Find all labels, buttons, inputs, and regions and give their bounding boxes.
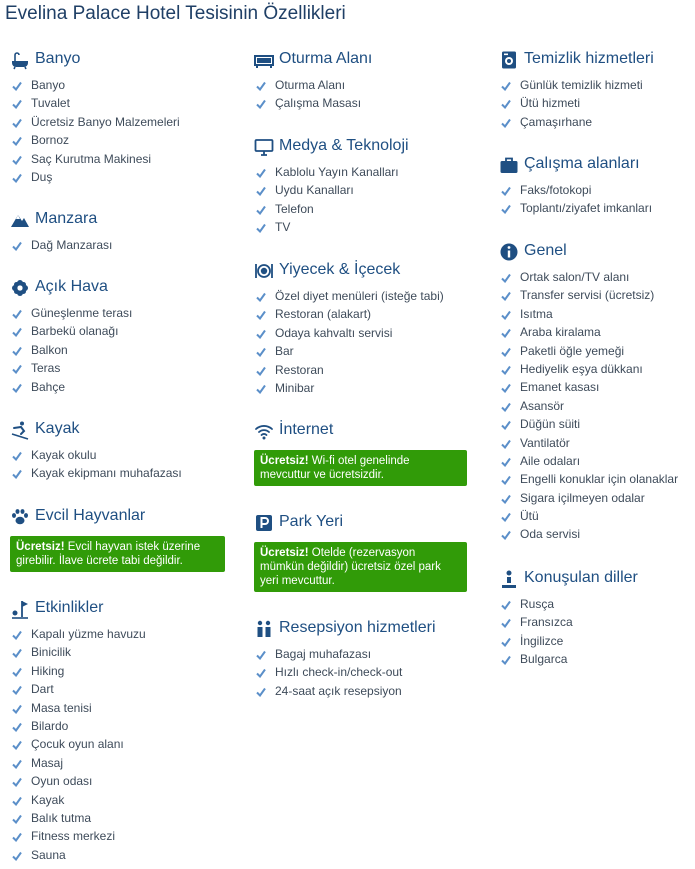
feature-item xyxy=(254,305,484,323)
feature-label: Barbekü olanağı xyxy=(31,324,119,339)
section-title: Yiyecek & İçecek xyxy=(279,261,401,278)
feature-item xyxy=(10,322,240,340)
feature-item xyxy=(10,341,240,359)
feature-item xyxy=(499,305,689,323)
feature-item xyxy=(499,286,689,304)
check-icon xyxy=(501,618,511,628)
activities-icon xyxy=(10,599,30,619)
check-icon xyxy=(12,667,22,677)
feature-label: Bahçe xyxy=(31,379,66,394)
skier-icon xyxy=(10,420,30,440)
section-title: Park Yeri xyxy=(279,513,344,530)
check-icon xyxy=(12,383,22,393)
feature-list xyxy=(10,236,240,254)
check-icon xyxy=(12,309,22,319)
feature-list xyxy=(10,625,240,864)
feature-label: Kayak okulu xyxy=(31,448,97,462)
feature-label: Sauna xyxy=(31,847,66,862)
check-icon xyxy=(256,205,266,215)
feature-label: Restoran (alakart) xyxy=(275,307,372,322)
section-header xyxy=(10,598,240,620)
feature-label: Hızlı check-in/check-out xyxy=(275,665,403,680)
feature-item xyxy=(10,464,240,482)
section-banyo xyxy=(10,49,240,186)
feature-label: Rusça xyxy=(520,597,555,611)
section-temizlik xyxy=(499,49,689,131)
feature-label: Saç Kurutma Makinesi xyxy=(31,151,152,166)
section-resepsiyon xyxy=(254,618,484,700)
feature-label: Ütü hizmeti xyxy=(520,96,581,111)
check-icon xyxy=(501,81,511,91)
section-title: Banyo xyxy=(35,50,81,67)
section-header xyxy=(10,277,240,299)
feature-list xyxy=(10,446,240,483)
section-title: Çalışma alanları xyxy=(524,155,640,172)
section-header xyxy=(254,136,484,158)
feature-item xyxy=(254,287,484,305)
check-icon xyxy=(12,136,22,146)
feature-label: Bulgarca xyxy=(520,652,568,667)
section-title: Oturma Alanı xyxy=(279,50,373,67)
feature-label: Kablolu Yayın Kanalları xyxy=(275,165,399,179)
section-header xyxy=(254,618,484,640)
check-icon xyxy=(501,420,511,430)
check-icon xyxy=(12,832,22,842)
check-icon xyxy=(12,777,22,787)
feature-item xyxy=(499,360,689,378)
feature-item xyxy=(10,662,240,680)
section-header xyxy=(254,260,484,282)
section-title: Genel xyxy=(524,242,567,259)
feature-item xyxy=(499,489,689,507)
check-icon xyxy=(256,81,266,91)
feature-label: Dağ Manzarası xyxy=(31,238,113,252)
section-header xyxy=(499,568,689,590)
feature-item xyxy=(254,324,484,342)
check-icon xyxy=(12,469,22,479)
feature-list xyxy=(499,268,689,544)
check-icon xyxy=(12,740,22,750)
feature-item xyxy=(10,378,240,396)
check-icon xyxy=(256,687,266,697)
section-internet xyxy=(254,420,484,486)
section-header xyxy=(10,209,240,231)
check-icon xyxy=(12,814,22,824)
check-icon xyxy=(12,173,22,183)
section-title: Konuşulan diller xyxy=(524,569,638,586)
feature-label: Isıtma xyxy=(520,306,553,321)
feature-label: Uydu Kanalları xyxy=(275,183,354,198)
section-header xyxy=(499,241,689,263)
feature-label: Toplantı/ziyafet imkanları xyxy=(520,201,653,216)
feature-item xyxy=(10,304,240,322)
check-icon xyxy=(12,364,22,374)
section-header xyxy=(10,419,240,441)
feature-item xyxy=(10,150,240,168)
language-icon xyxy=(499,569,519,589)
feature-label: İngilizce xyxy=(520,633,564,648)
free-label: Ücretsiz! xyxy=(16,541,65,553)
feature-list xyxy=(254,645,484,700)
feature-label: Telefon xyxy=(275,201,314,216)
sofa-icon xyxy=(254,50,274,70)
feature-label: Vantilatör xyxy=(520,435,570,450)
feature-item xyxy=(254,361,484,379)
free-label: Ücretsiz! xyxy=(260,547,309,559)
feature-item xyxy=(499,94,689,112)
check-icon xyxy=(12,759,22,769)
feature-label: Hediyelik eşya dükkanı xyxy=(520,361,643,376)
feature-item xyxy=(254,163,484,181)
feature-label: Oturma Alanı xyxy=(275,78,346,92)
feature-list xyxy=(10,76,240,186)
check-icon xyxy=(256,347,266,357)
section-medya xyxy=(254,136,484,237)
feature-item xyxy=(10,846,240,864)
section-title: Resepsiyon hizmetleri xyxy=(279,619,436,636)
feature-label: Hiking xyxy=(31,663,65,678)
section-title: İnternet xyxy=(279,421,334,438)
monitor-icon xyxy=(254,137,274,157)
section-header xyxy=(254,512,484,534)
feature-label: Bagaj muhafazası xyxy=(275,647,372,661)
check-icon xyxy=(12,685,22,695)
section-header xyxy=(499,154,689,176)
feature-item xyxy=(254,379,484,397)
section-header xyxy=(10,49,240,71)
check-icon xyxy=(501,365,511,375)
feature-item xyxy=(499,595,689,613)
feature-item xyxy=(254,218,484,236)
check-icon xyxy=(501,99,511,109)
check-icon xyxy=(501,457,511,467)
feature-label: Paketli öğle yemeği xyxy=(520,343,625,358)
section-yiyecek xyxy=(254,260,484,397)
check-icon xyxy=(256,292,266,302)
notice-text: Evcil hayvan istek üzerine girebilir. İlave ücrete tabi değildir. xyxy=(16,541,201,567)
notice-text: Wi-fi otel genelinde mevcuttur ve ücretsizdir. xyxy=(260,455,410,481)
check-icon xyxy=(12,704,22,714)
check-icon xyxy=(256,384,266,394)
feature-item xyxy=(499,378,689,396)
feature-list xyxy=(499,181,689,218)
feature-item xyxy=(10,359,240,377)
check-icon xyxy=(12,796,22,806)
feature-item xyxy=(254,342,484,360)
check-icon xyxy=(12,99,22,109)
feature-label: Kapalı yüzme havuzu xyxy=(31,627,146,641)
feature-label: Odaya kahvaltı servisi xyxy=(275,325,393,340)
feature-label: Oyun odası xyxy=(31,774,93,789)
feature-item xyxy=(499,415,689,433)
section-genel xyxy=(499,241,689,544)
check-icon xyxy=(256,310,266,320)
feature-label: Minibar xyxy=(275,380,315,395)
check-icon xyxy=(256,668,266,678)
section-evcil xyxy=(10,506,240,572)
section-park xyxy=(254,512,484,592)
check-icon xyxy=(501,383,511,393)
feature-item xyxy=(499,613,689,631)
section-title: Temizlik hizmetleri xyxy=(524,50,654,67)
check-icon xyxy=(501,439,511,449)
feature-list xyxy=(254,287,484,397)
feature-item xyxy=(10,643,240,661)
free-notice xyxy=(254,542,467,592)
feature-label: Oda servisi xyxy=(520,527,581,542)
feature-item xyxy=(254,181,484,199)
feature-item xyxy=(10,699,240,717)
section-title: Evcil Hayvanlar xyxy=(35,507,146,524)
feature-label: Ütü xyxy=(520,509,539,524)
feature-label: Çocuk oyun alanı xyxy=(31,737,124,752)
feature-label: Ücretsiz Banyo Malzemeleri xyxy=(31,114,180,129)
feature-item xyxy=(10,625,240,643)
feature-label: Sigara içilmeyen odalar xyxy=(520,490,645,505)
feature-label: 24-saat açık resepsiyon xyxy=(275,683,402,698)
check-icon xyxy=(501,347,511,357)
section-diller xyxy=(499,568,689,669)
check-icon xyxy=(12,630,22,640)
check-icon xyxy=(12,722,22,732)
feature-label: Bilardo xyxy=(31,718,69,733)
feature-label: Asansör xyxy=(520,398,565,413)
check-icon xyxy=(501,530,511,540)
feature-label: Balık tutma xyxy=(31,810,92,825)
feature-label: Fitness merkezi xyxy=(31,829,116,844)
feature-item xyxy=(499,507,689,525)
feature-label: Teras xyxy=(31,361,61,376)
section-title: Etkinlikler xyxy=(35,599,104,616)
feature-label: Balkon xyxy=(31,342,68,357)
feature-item xyxy=(499,650,689,668)
feature-label: Bornoz xyxy=(31,133,70,148)
feature-item xyxy=(10,113,240,131)
feature-item xyxy=(10,236,240,254)
feature-list xyxy=(254,76,484,113)
bath-icon xyxy=(10,50,30,70)
feature-item xyxy=(10,680,240,698)
flower-icon xyxy=(10,278,30,298)
check-icon xyxy=(12,451,22,461)
feature-item xyxy=(499,199,689,217)
feature-label: Bar xyxy=(275,344,294,359)
check-icon xyxy=(501,494,511,504)
check-icon xyxy=(256,168,266,178)
check-icon xyxy=(501,204,511,214)
notice-text: Otelde (rezervasyon mümkün değildir) ücretsiz özel park yeri mevcuttur. xyxy=(260,547,441,587)
feature-label: Çamaşırhane xyxy=(520,114,593,129)
feature-label: Güneşlenme terası xyxy=(31,306,133,320)
section-kayak xyxy=(10,419,240,483)
check-icon xyxy=(501,328,511,338)
check-icon xyxy=(256,186,266,196)
feature-label: Özel diyet menüleri (isteğe tabi) xyxy=(275,289,444,303)
check-icon xyxy=(501,655,511,665)
section-header xyxy=(499,49,689,71)
feature-label: Duş xyxy=(31,169,53,184)
reception-icon xyxy=(254,619,274,639)
feature-label: Masa tenisi xyxy=(31,700,92,715)
section-title: Açık Hava xyxy=(35,278,108,295)
feature-label: Banyo xyxy=(31,78,66,92)
check-icon xyxy=(501,637,511,647)
free-notice xyxy=(10,536,225,572)
briefcase-icon xyxy=(499,155,519,175)
info-icon xyxy=(499,242,519,262)
feature-list xyxy=(499,595,689,669)
check-icon xyxy=(501,600,511,610)
check-icon xyxy=(256,366,266,376)
check-icon xyxy=(501,475,511,485)
washer-icon xyxy=(499,50,519,70)
check-icon xyxy=(12,155,22,165)
feature-item xyxy=(499,632,689,650)
check-icon xyxy=(12,118,22,128)
feature-label: Kayak xyxy=(31,792,65,807)
feature-label: Ortak salon/TV alanı xyxy=(520,270,630,284)
check-icon xyxy=(256,223,266,233)
plate-icon xyxy=(254,261,274,281)
feature-label: Günlük temizlik hizmeti xyxy=(520,78,643,92)
feature-item xyxy=(499,323,689,341)
paw-icon xyxy=(10,507,30,527)
section-title: Manzara xyxy=(35,210,98,227)
feature-label: Emanet kasası xyxy=(520,380,600,395)
feature-label: Tuvalet xyxy=(31,96,70,111)
feature-label: Araba kiralama xyxy=(520,325,601,340)
check-icon xyxy=(501,273,511,283)
feature-label: Restoran xyxy=(275,362,324,377)
feature-item xyxy=(254,200,484,218)
page-title: Evelina Palace Hotel Tesisinin Özellikleri xyxy=(5,3,346,24)
feature-label: Binicilik xyxy=(31,645,72,660)
check-icon xyxy=(501,512,511,522)
check-icon xyxy=(12,648,22,658)
check-icon xyxy=(12,346,22,356)
section-manzara xyxy=(10,209,240,254)
feature-item xyxy=(10,809,240,827)
feature-label: Aile odaları xyxy=(520,453,581,468)
section-acik-hava xyxy=(10,277,240,396)
feature-item xyxy=(10,791,240,809)
feature-label: Kayak ekipmanı muhafazası xyxy=(31,466,182,481)
feature-item xyxy=(10,76,240,94)
feature-label: Fransızca xyxy=(520,615,573,630)
feature-item xyxy=(10,827,240,845)
feature-item xyxy=(499,470,689,488)
check-icon xyxy=(501,291,511,301)
check-icon xyxy=(12,327,22,337)
feature-label: Dart xyxy=(31,682,54,697)
feature-item xyxy=(499,434,689,452)
wifi-icon xyxy=(254,421,274,441)
check-icon xyxy=(12,81,22,91)
section-calisma xyxy=(499,154,689,218)
check-icon xyxy=(256,99,266,109)
check-icon xyxy=(501,402,511,412)
feature-item xyxy=(10,131,240,149)
feature-item xyxy=(10,94,240,112)
section-title: Kayak xyxy=(35,420,80,437)
feature-item xyxy=(10,772,240,790)
feature-item xyxy=(10,754,240,772)
feature-item xyxy=(10,717,240,735)
feature-label: Transfer servisi (ücretsiz) xyxy=(520,288,655,303)
feature-item xyxy=(499,397,689,415)
section-etkinlikler xyxy=(10,598,240,864)
feature-item xyxy=(499,113,689,131)
section-header xyxy=(254,420,484,442)
free-label: Ücretsiz! xyxy=(260,455,309,467)
feature-item xyxy=(499,342,689,360)
section-header xyxy=(10,506,240,528)
section-oturma xyxy=(254,49,484,113)
feature-label: Faks/fotokopi xyxy=(520,183,592,197)
feature-item xyxy=(10,168,240,186)
check-icon xyxy=(501,310,511,320)
feature-item xyxy=(499,76,689,94)
feature-label: Çalışma Masası xyxy=(275,96,362,111)
feature-item xyxy=(254,663,484,681)
feature-item xyxy=(10,446,240,464)
feature-item xyxy=(499,268,689,286)
free-notice xyxy=(254,450,467,486)
feature-item xyxy=(499,525,689,543)
feature-item xyxy=(254,645,484,663)
check-icon xyxy=(12,851,22,861)
feature-label: Düğün süiti xyxy=(520,417,581,432)
feature-item xyxy=(254,94,484,112)
section-header xyxy=(254,49,484,71)
feature-item xyxy=(254,76,484,94)
parking-icon xyxy=(254,513,274,533)
feature-item xyxy=(254,682,484,700)
feature-item xyxy=(10,735,240,753)
feature-item xyxy=(499,181,689,199)
feature-list xyxy=(499,76,689,131)
check-icon xyxy=(256,650,266,660)
check-icon xyxy=(501,186,511,196)
feature-label: TV xyxy=(275,220,291,235)
feature-list xyxy=(254,163,484,237)
feature-item xyxy=(499,452,689,470)
check-icon xyxy=(12,241,22,251)
check-icon xyxy=(501,118,511,128)
section-title: Medya & Teknoloji xyxy=(279,137,409,154)
check-icon xyxy=(256,329,266,339)
mountain-icon xyxy=(10,210,30,230)
feature-label: Engelli konuklar için olanaklar xyxy=(520,472,679,487)
feature-list xyxy=(10,304,240,396)
feature-label: Masaj xyxy=(31,755,64,770)
